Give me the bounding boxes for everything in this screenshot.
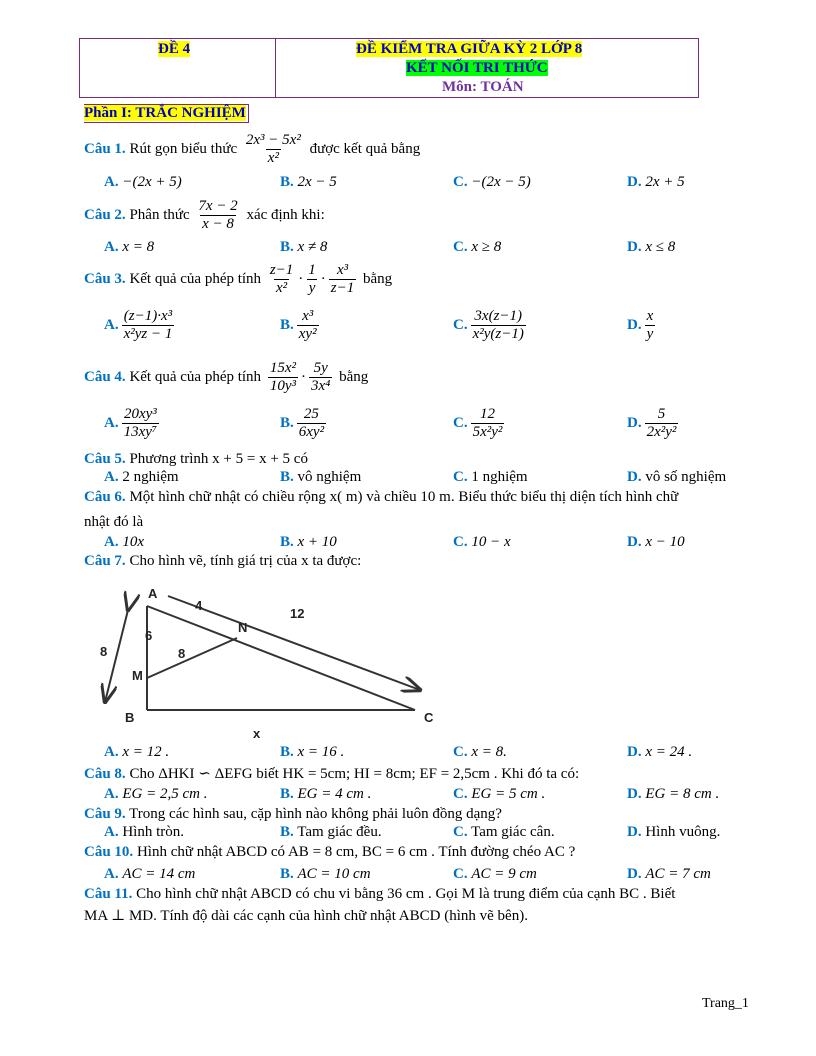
header-box (79, 38, 699, 98)
exam-subject: Môn: TOÁN (442, 79, 524, 95)
question-7: Câu 7. Cho hình vẽ, tính giá trị của x ta được: (84, 553, 362, 569)
question-5: Câu 5. Phương trình x + 5 = x + 5 có (84, 451, 308, 467)
label-8-left: 8 (100, 644, 108, 659)
label-6: 6 (145, 628, 153, 643)
q6-options: A. 10x B. x + 10 C. 10 − x D. x − 10 (104, 534, 685, 550)
exam-subtitle: KẾT NỐI TRI THỨC (406, 60, 548, 76)
part-heading: Phần I: TRẮC NGHIỆM (84, 104, 249, 123)
q2-options: A. x = 8 B. x ≠ 8 C. x ≥ 8 D. x ≤ 8 (104, 239, 676, 255)
question-10: Câu 10. Hình chữ nhật ABCD có AB = 8 cm, BC = 6 cm . Tính đường chéo AC ? (84, 844, 576, 860)
point-B: B (125, 710, 135, 725)
header-divider (275, 39, 276, 97)
point-A: A (148, 586, 158, 601)
question-11-line2: MA ⊥ MD. Tính độ dài các cạnh của hình chữ nhật ABCD (hình vẽ bên). (84, 908, 528, 924)
question-6: Câu 6. Một hình chữ nhật có chiều rộng x( m) và chiều 10 m. Biểu thức biểu thị diện tích hình chữ (84, 489, 679, 505)
q1-fraction: $\frac{\text{2x³ − 5x²}}{\text{x²}}$ (245, 132, 301, 166)
question-1: Câu 1. Rút gọn biểu thức $\frac{\text{2x³ − 5x²}}{\text{x²}}$ được kết quả bằng (84, 132, 421, 166)
q8-options: A. EG = 2,5 cm . B. EG = 4 cm . C. EG = 5 cm . D. EG = 8 cm . (104, 786, 720, 802)
point-M: M (132, 668, 143, 683)
question-4: Câu 4. Kết quả của phép tính $\frac{\text{15x²}}{\text{10y³}}$ · $\frac{5y}{\text{3x⁴}}$ bằng (84, 360, 369, 394)
triangle-figure (90, 580, 450, 740)
label-12: 12 (290, 606, 305, 621)
question-3: Câu 3. Kết quả của phép tính $\frac{z-1}{\text{x²}}$ · $\frac{1}{y}$ · $\frac{\text{x³}}{z-1}$ bằng (84, 262, 393, 296)
question-9: Câu 9. Trong các hình sau, cặp hình nào không phải luôn đồng dạng? (84, 806, 502, 822)
q1-options: A. −(2x + 5) B. 2x − 5 C. −(2x − 5) D. 2x + 5 (104, 174, 685, 190)
q9-options: A. Hình tròn. B. Tam giác đều. C. Tam giác cân. D. Hình vuông. (104, 824, 721, 840)
point-N: N (238, 620, 248, 635)
q4-options: A. $\frac{\text{20xy³}}{\text{13xy⁷}}$ B. $\frac{25}{\text{6xy²}}$ C. $\frac{12}{\text{5x²y²}}$ D. $\frac{5}{\text{2x²y²}}$ (104, 406, 677, 440)
q7-options: A. x = 12 . B. x = 16 . C. x = 8. D. x = 24 . (104, 744, 693, 760)
question-8: Câu 8. Cho ΔHKI ∽ ΔEFG biết HK = 5cm; HI = 8cm; EF = 2,5cm . Khi đó ta có: (84, 766, 580, 782)
label-x: x (253, 726, 261, 740)
exam-code: ĐỀ 4 (158, 41, 191, 57)
label-8-mid: 8 (178, 646, 186, 661)
q5-options: A. 2 nghiệm B. vô nghiệm C. 1 nghiệm D. vô số nghiệm (104, 469, 727, 485)
point-C: C (424, 710, 434, 725)
page-number: Trang_1 (702, 996, 749, 1011)
q10-options: A. AC = 14 cm B. AC = 10 cm C. AC = 9 cm D. AC = 7 cm (104, 866, 711, 882)
label-4: 4 (195, 598, 203, 613)
exam-title: ĐỀ KIỂM TRA GIỮA KỲ 2 LỚP 8 (356, 41, 583, 57)
question-11: Câu 11. Cho hình chữ nhật ABCD có chu vi bằng 36 cm . Gọi M là trung điểm của cạnh BC . Biết (84, 886, 676, 902)
question-2: Câu 2. Phân thức $\frac{7x - 2}{x - 8}$ xác định khi: (84, 198, 325, 232)
q3-options: A. $\frac{\text{(z−1)·x³}}{\text{x²yz − 1}}$ B. $\frac{\text{x³}}{\text{xy²}}$ C. $\frac{3x(z-1)}{\text{x²y(z−1)}}$ D. $\frac{x}{y}$ (104, 308, 654, 342)
question-6-line2: nhật đó là (84, 514, 144, 530)
